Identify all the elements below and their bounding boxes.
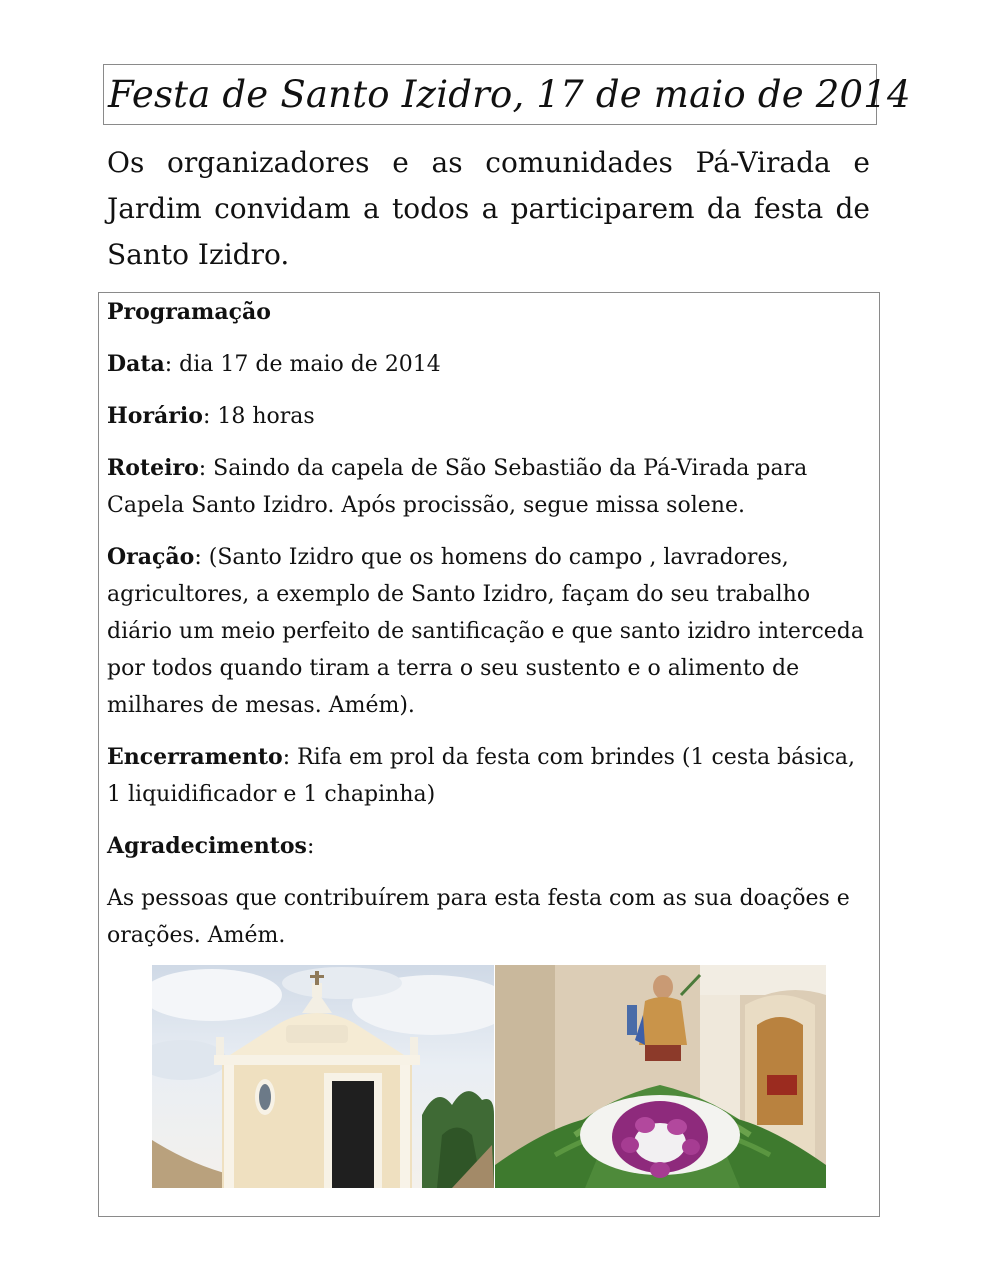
- saint-statue-photo-icon: [495, 965, 826, 1188]
- time-value: : 18 horas: [202, 404, 315, 429]
- closing-value: : Rifa em prol da festa com brindes (1 cesta básica, 1 liquidificador e 1 chapinha): [107, 745, 856, 807]
- date-label: Data: [107, 351, 165, 377]
- photos-row: [152, 965, 826, 1188]
- thanks-text: As pessoas que contribuírem para esta festa com as sua doações e orações. Amém.: [107, 886, 850, 948]
- closing-label: Encerramento: [107, 744, 283, 770]
- date-value: : dia 17 de maio de 2014: [164, 352, 441, 377]
- program-heading: [107, 294, 867, 331]
- intro-paragraph: Os organizadores e as comunidades Pá-Virada e Jardim convidam a todos a participarem da festa de Santo Izidro.: [107, 146, 870, 271]
- prayer-label: Oração: [107, 544, 195, 570]
- program-date: [107, 346, 867, 383]
- saint-statue-photo: [495, 965, 826, 1188]
- title-box: [103, 64, 911, 125]
- program-closing: [107, 739, 867, 813]
- time-label: Horário: [107, 403, 203, 429]
- program-content: [107, 293, 867, 969]
- program-route: [107, 450, 867, 524]
- thanks-colon: :: [306, 834, 315, 859]
- thanks-label: Agradecimentos: [107, 833, 307, 859]
- page-title: Festa de Santo Izidro, 17 de maio de 2014: [108, 73, 911, 116]
- chapel-photo-icon: [152, 965, 494, 1188]
- program-heading-text: Programação: [107, 299, 271, 325]
- program-time: [107, 398, 867, 435]
- program-thanks: [107, 828, 867, 865]
- chapel-photo: [152, 965, 494, 1188]
- prayer-value: : (Santo Izidro que os homens do campo , lavradores, agricultores, a exemplo de Santo Izidro, façam do seu trabalho diário um meio perfeito de santificação e que santo izidro interceda por todos quando tiram a terra o seu sustento e o alimento de milhares de mesas. Amém).: [107, 545, 864, 718]
- program-box: [98, 292, 880, 1217]
- route-value: : Saindo da capela de São Sebastião da Pá-Virada para Capela Santo Izidro. Após procissão, segue missa solene.: [107, 456, 808, 518]
- program-prayer: [107, 539, 867, 724]
- route-label: Roteiro: [107, 455, 199, 481]
